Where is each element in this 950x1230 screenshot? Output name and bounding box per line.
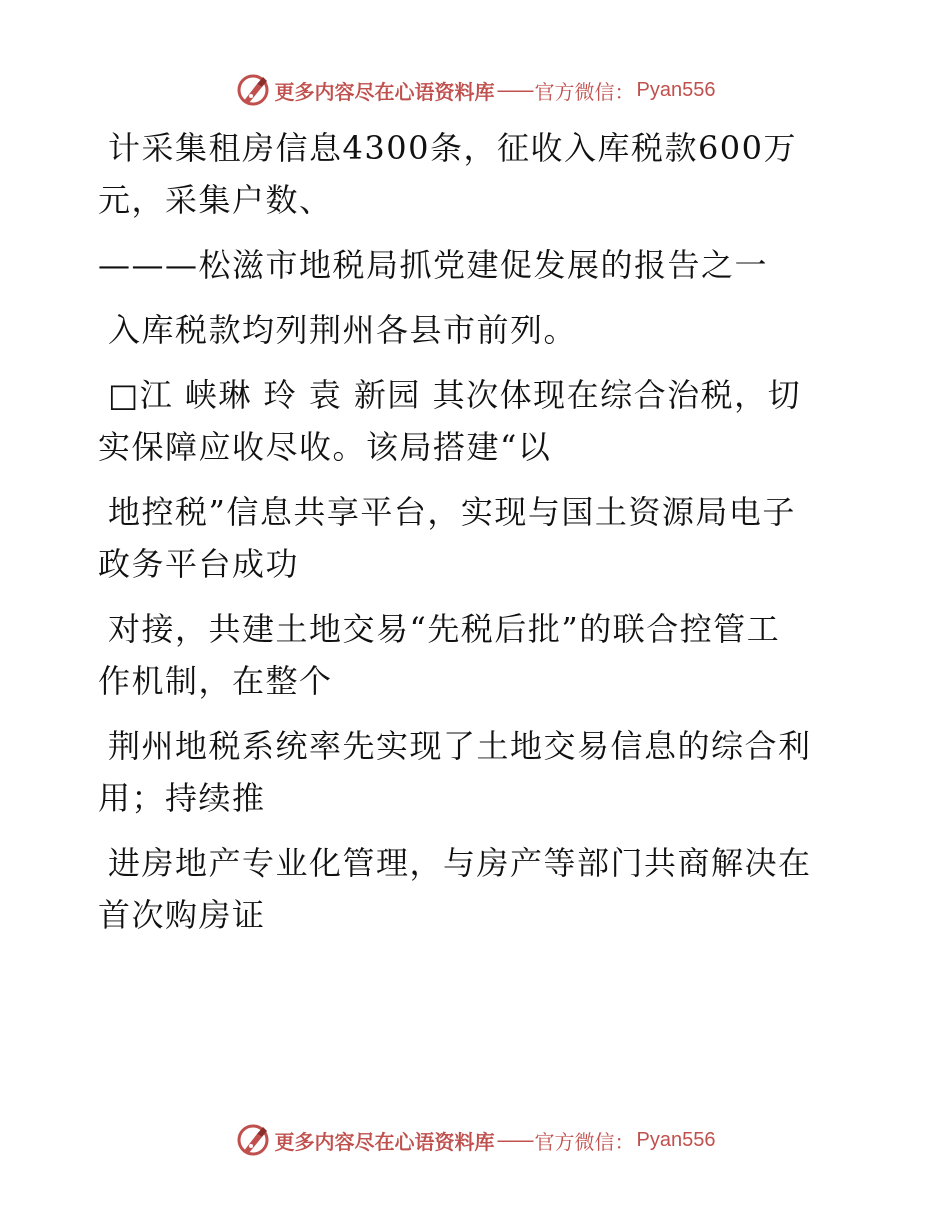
paragraph-5	[98, 486, 858, 590]
paragraph-line: 荆州地税系统率先实现了土地交易信息的综合利	[108, 727, 812, 765]
watermark-wechat-id: Pyan556	[636, 78, 716, 101]
paragraph-2	[98, 239, 858, 291]
paragraph-line: □江 峡琳 玲 袁 新园 其次体现在综合治税，切	[108, 376, 802, 414]
paragraph-line: 作机制，在整个	[98, 662, 333, 700]
paragraph-line: 政务平台成功	[98, 545, 300, 583]
pen-nib-seal-icon	[235, 1122, 271, 1158]
header-watermark-banner	[0, 70, 950, 110]
pen-nib-seal-icon	[235, 72, 271, 108]
watermark-dash: ——	[496, 1128, 533, 1152]
paragraph-line: 实保障应收尽收。该局搭建“以	[98, 428, 552, 466]
paragraph-line: 计采集租房信息4300条，征收入库税款600万	[108, 129, 798, 167]
watermark-wechat-id: Pyan556	[636, 1128, 716, 1151]
paragraph-line: 对接，共建土地交易“先税后批”的联合控管工	[108, 610, 781, 648]
paragraph-8	[98, 837, 858, 941]
paragraph-line: 首次购房证	[98, 896, 266, 934]
paragraph-line: 元，采集户数、	[98, 181, 333, 219]
document-body	[98, 122, 858, 954]
watermark-text: 更多内容尽在心语资料库	[274, 1129, 495, 1154]
footer-watermark-banner	[0, 1120, 950, 1160]
paragraph-line: 入库税款均列荆州各县市前列。	[108, 311, 578, 349]
paragraph-3	[98, 304, 858, 356]
paragraph-line: 地控税”信息共享平台，实现与国土资源局电子	[108, 493, 796, 531]
paragraph-line: 进房地产专业化管理，与房产等部门共商解决在	[108, 844, 812, 882]
paragraph-4	[98, 369, 858, 473]
watermark-text: 更多内容尽在心语资料库	[274, 79, 495, 104]
paragraph-line: 用；持续推	[98, 779, 266, 817]
paragraph-6	[98, 603, 858, 707]
paragraph-line: ———松滋市地税局抓党建促发展的报告之一	[98, 246, 769, 284]
watermark-wechat-label: 官方微信：	[534, 79, 635, 104]
paragraph-1	[98, 122, 858, 226]
watermark-dash: ——	[496, 78, 533, 102]
watermark-wechat-label: 官方微信：	[534, 1129, 635, 1154]
paragraph-7	[98, 720, 858, 824]
